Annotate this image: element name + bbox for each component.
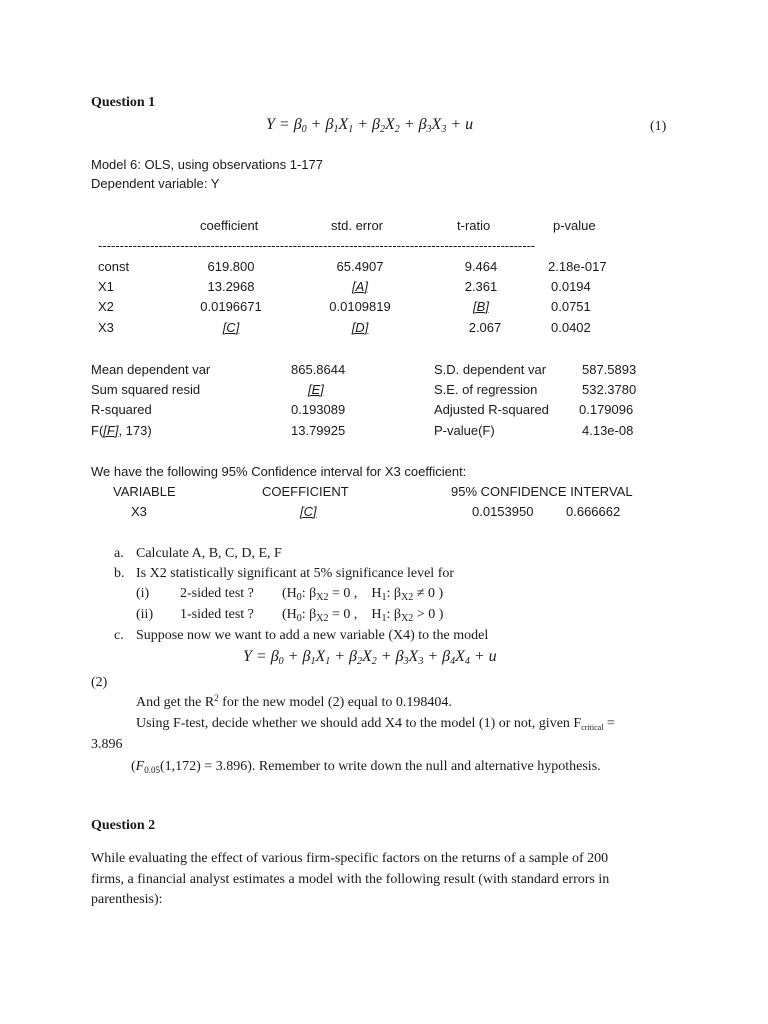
ci-row-coefficient-blank-c: [C] [300, 504, 317, 519]
row-x1-t: 2.361 [464, 279, 498, 294]
stat-mean-dep-label: Mean dependent var [91, 362, 211, 377]
row-x2-name: X2 [98, 299, 114, 314]
row-x1-name: X1 [98, 279, 114, 294]
stat-ssr-blank-e: [E] [308, 382, 324, 397]
item-b-i-marker: (i) [136, 586, 150, 601]
row-const-se: 65.4907 [336, 259, 384, 274]
stat-pf-value: 4.13e-08 [582, 423, 634, 438]
f-critical-expression: $(F_{0.05}(1,172) = 3.896)$. Remember to write down the null and alternative hypothesis. [131, 759, 601, 775]
model-equation-1: $Y = \beta_0 + \beta_1X_1 + \beta_2X_2 + \beta_3X_3 + u$ [266, 116, 474, 135]
row-const-name: const [98, 259, 130, 274]
row-x2-t-blank-b: [B] [473, 299, 489, 314]
stat-adj-r2-label: Adjusted R-squared [434, 402, 549, 417]
r2-new-model-text: And get the $R^2$ for the new model (2) equal to 0.198404. [136, 693, 452, 710]
ci-row-variable: X3 [131, 504, 147, 519]
ci-header-interval: 95% CONFIDENCE INTERVAL [451, 484, 633, 499]
stat-r2-value: 0.193089 [291, 402, 346, 417]
q2-paragraph-line-3: parenthesis): [91, 892, 163, 907]
item-b-ii-text: 1-sided test ? [180, 607, 254, 622]
ci-row-low: 0.0153950 [472, 504, 534, 519]
equation-number-2: (2) [91, 675, 108, 690]
item-b-text: Is X2 statistically significant at 5% significance level for [136, 566, 455, 581]
stat-ser-label: S.E. of regression [434, 382, 538, 397]
row-x1-p: 0.0194 [551, 279, 591, 294]
item-b-ii-marker: (ii) [136, 607, 154, 622]
row-x3-se-blank-d: [D] [351, 320, 369, 335]
row-x2-p: 0.0751 [551, 299, 591, 314]
stat-f-label: F([F], 173) [91, 423, 152, 438]
stat-f-value: 13.79925 [291, 423, 346, 438]
row-const-t: 9.464 [464, 259, 498, 274]
row-x3-t: 2.067 [468, 320, 502, 335]
f-critical-value: 3.896 [91, 737, 123, 752]
header-std-error: std. error [331, 218, 384, 233]
stat-r2-label: R-squared [91, 402, 152, 417]
q2-paragraph-line-2: firms, a financial analyst estimates a model with the following result (with standard errors in [91, 872, 610, 887]
row-x3-p: 0.0402 [551, 320, 591, 335]
stat-ser-value: 532.3780 [582, 382, 637, 397]
header-coefficient: coefficient [200, 218, 259, 233]
row-x1-se-blank-a: [A] [352, 279, 368, 294]
table-dash-rule: ----------------------------------------------------------------------------------------------------- [98, 238, 536, 253]
model-equation-2: $Y = \beta_0 + \beta_1X_1 + \beta_2X_2 + \beta_3X_3 + \beta_4X_4 + u$ [243, 648, 497, 667]
stat-ssr-label: Sum squared resid [91, 382, 201, 397]
model-line: Model 6: OLS, using observations 1-177 [91, 157, 323, 172]
header-t-ratio: t-ratio [457, 218, 491, 233]
item-a-text: Calculate A, B, C, D, E, F [136, 546, 282, 561]
item-b-ii-hypotheses: ($H_0$: $\beta_{X2} = 0$ , $H_1$: $\beta_{X2} > 0$ ) [282, 607, 444, 624]
equation-number-1: (1) [650, 119, 667, 134]
item-b-i-text: 2-sided test ? [180, 586, 254, 601]
row-const-p: 2.18e-017 [548, 259, 607, 274]
ci-intro: We have the following 95% Confidence interval for X3 coefficient: [91, 464, 467, 479]
question-2-title: Question 2 [91, 818, 156, 833]
item-b-i-hypotheses: ($H_0$: $\beta_{X2} = 0$ , $H_1$: $\beta_{X2} \ne 0$ ) [282, 586, 444, 603]
row-x3-name: X3 [98, 320, 114, 335]
question-1-title: Question 1 [91, 95, 156, 110]
row-x2-coef: 0.0196671 [200, 299, 262, 314]
stat-pf-label: P-value(F) [434, 423, 495, 438]
row-x3-coef-blank-c: [C] [222, 320, 240, 335]
row-const-coef: 619.800 [207, 259, 255, 274]
dependent-variable-line: Dependent variable: Y [91, 176, 220, 191]
ci-row-high: 0.666662 [566, 504, 621, 519]
stat-f-blank-f: [F] [103, 423, 119, 438]
ci-header-coefficient: COEFFICIENT [262, 484, 349, 499]
header-p-value: p-value [553, 218, 596, 233]
item-c-marker: c. [114, 628, 124, 643]
ci-header-variable: VARIABLE [113, 484, 176, 499]
row-x2-se: 0.0109819 [329, 299, 391, 314]
item-b-marker: b. [114, 566, 125, 581]
q2-paragraph-line-1: While evaluating the effect of various firm-specific factors on the returns of a sample of 200 [91, 851, 609, 866]
item-a-marker: a. [114, 546, 124, 561]
stat-adj-r2-value: 0.179096 [579, 402, 634, 417]
stat-sd-dep-value: 587.5893 [582, 362, 637, 377]
f-test-text: Using F-test, decide whether we should add X4 to the model (1) or not, given $F_{critical}$ = [136, 716, 615, 732]
stat-mean-dep-value: 865.8644 [291, 362, 346, 377]
row-x1-coef: 13.2968 [207, 279, 255, 294]
item-c-text: Suppose now we want to add a new variable (X4) to the model [136, 628, 489, 643]
stat-sd-dep-label: S.D. dependent var [434, 362, 547, 377]
